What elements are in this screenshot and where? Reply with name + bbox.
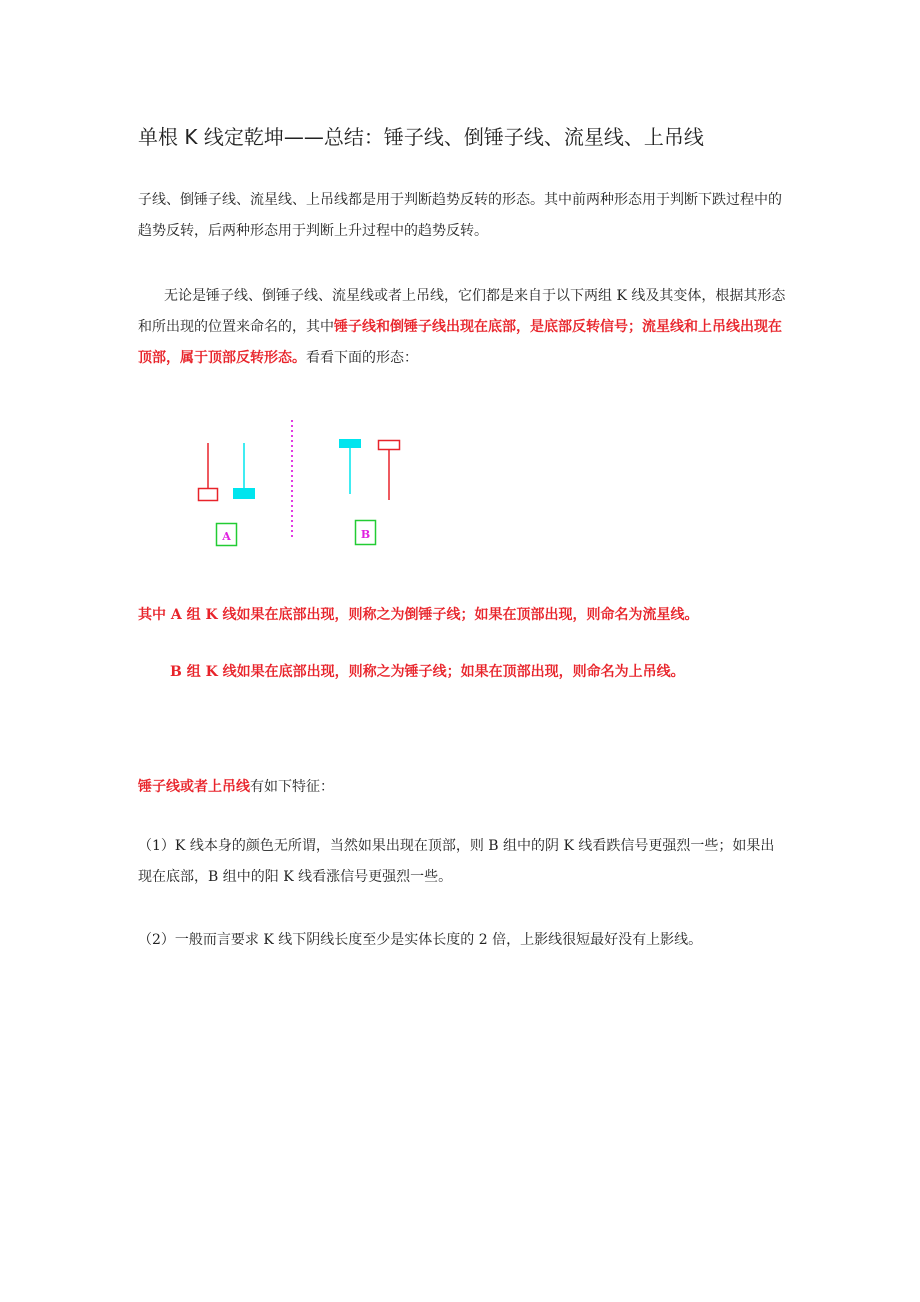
group-a-red-body [199,489,218,501]
group-a-description: 其中 A 组 K 线如果在底部出现，则称之为倒锤子线；如果在顶部出现，则命名为流星线。 [138,607,699,623]
feature-point-1: （1）K 线本身的颜色无所谓，当然如果出现在顶部，则 B 组中的阴 K 线看跌信号更强烈一些；如果出现在底部，B 组中的阳 K 线看涨信号更强烈一些。 [138,838,775,885]
label-b: B [360,528,371,541]
candlestick-diagram [180,410,420,560]
label-a: A [222,530,231,543]
group-a-cyan-body [233,488,255,499]
naming-paragraph [138,281,788,374]
naming-text: 无论是锤子线、倒锤子线、流星线或者上吊线，它们都是来自于以下两组 K 线及其变体，根据其形态和所出现的位置来命名的，其中 [138,288,786,335]
naming-highlight: 锤子线和倒锤子线出现在底部，是底部反转信号；流星线和上吊线出现在顶部，属于顶部反转形态。 [138,319,782,366]
naming-text-end: 看看下面的形态： [306,350,418,366]
features-heading-highlight: 锤子线或者上吊线 [138,779,250,795]
feature-point-2: （2）一般而言要求 K 线下阴线长度至少是实体长度的 2 倍，上影线很短最好没有上影线。 [138,932,703,948]
group-b-description: B 组 K 线如果在底部出现，则称之为锤子线；如果在顶部出现，则命名为上吊线。 [170,664,685,680]
group-b-cyan-body [339,439,361,448]
intro-paragraph: 子线、倒锤子线、流星线、上吊线都是用于判断趋势反转的形态。其中前两种形态用于判断下跌过程中的趋势反转，后两种形态用于判断上升过程中的趋势反转。 [138,192,782,239]
candlestick-figure [180,410,420,560]
features-heading-text: 有如下特征： [250,779,334,795]
group-b-red-body [379,441,400,450]
features-heading [138,775,334,799]
document-title: 单根 K 线定乾坤——总结：锤子线、倒锤子线、流星线、上吊线 [138,125,704,149]
